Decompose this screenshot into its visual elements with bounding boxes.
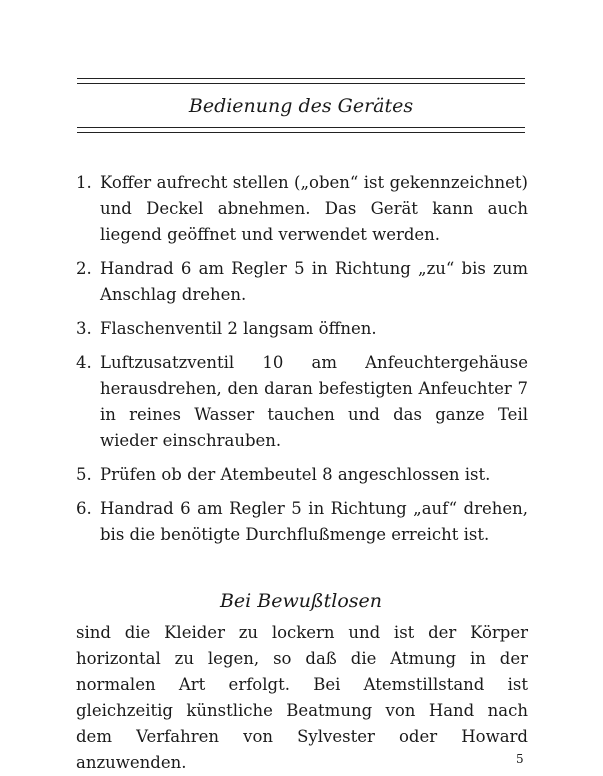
title-rule-lower [77, 132, 525, 133]
step-item [76, 170, 528, 248]
title-rule-upper [77, 127, 525, 128]
step-number: 5. [76, 465, 92, 484]
step-item [76, 316, 528, 342]
step-text: Handrad 6 am Regler 5 in Richtung „auf“ drehen, bis die benötigte Durchflußmenge erreicht ist. [100, 499, 528, 544]
top-rule-upper [77, 78, 525, 79]
step-number: 4. [76, 353, 92, 372]
step-number: 3. [76, 319, 92, 338]
step-text: Prüfen ob der Atembeutel 8 angeschlossen ist. [100, 465, 491, 484]
page-number: 5 [516, 752, 524, 766]
section-title: Bedienung des Gerätes [188, 95, 414, 117]
step-number: 6. [76, 499, 92, 518]
step-item [76, 256, 528, 308]
body-paragraph: sind die Kleider zu lockern und ist der Körper horizontal zu legen, so daß die Atmung in der normalen Art erfolgt. Bei Atemstillstand ist gleichzeitig künstliche Beatmung von Hand nach dem Verfahren von Sylvester oder Howard anzuwenden. [76, 623, 528, 772]
step-item [76, 350, 528, 454]
step-number: 2. [76, 259, 92, 278]
step-text: Koffer aufrecht stellen („oben“ ist gekennzeichnet) und Deckel abnehmen. Das Gerät kann auch liegend geöffnet und verwendet werden. [100, 173, 528, 244]
top-rule-lower [77, 83, 525, 84]
step-item [76, 462, 528, 488]
step-number: 1. [76, 173, 92, 192]
subheading: Bei Bewußtlosen [219, 590, 383, 612]
steps-list [76, 170, 528, 556]
step-item [76, 496, 528, 548]
step-text: Luftzusatzventil 10 am Anfeuchtergehäuse herausdrehen, den daran befestigten Anfeuchter 7 in reines Wasser tauchen und das ganze Teil wieder einschrauben. [100, 353, 528, 450]
step-text: Flaschenventil 2 langsam öffnen. [100, 319, 377, 338]
step-text: Handrad 6 am Regler 5 in Richtung „zu“ bis zum Anschlag drehen. [100, 259, 528, 304]
